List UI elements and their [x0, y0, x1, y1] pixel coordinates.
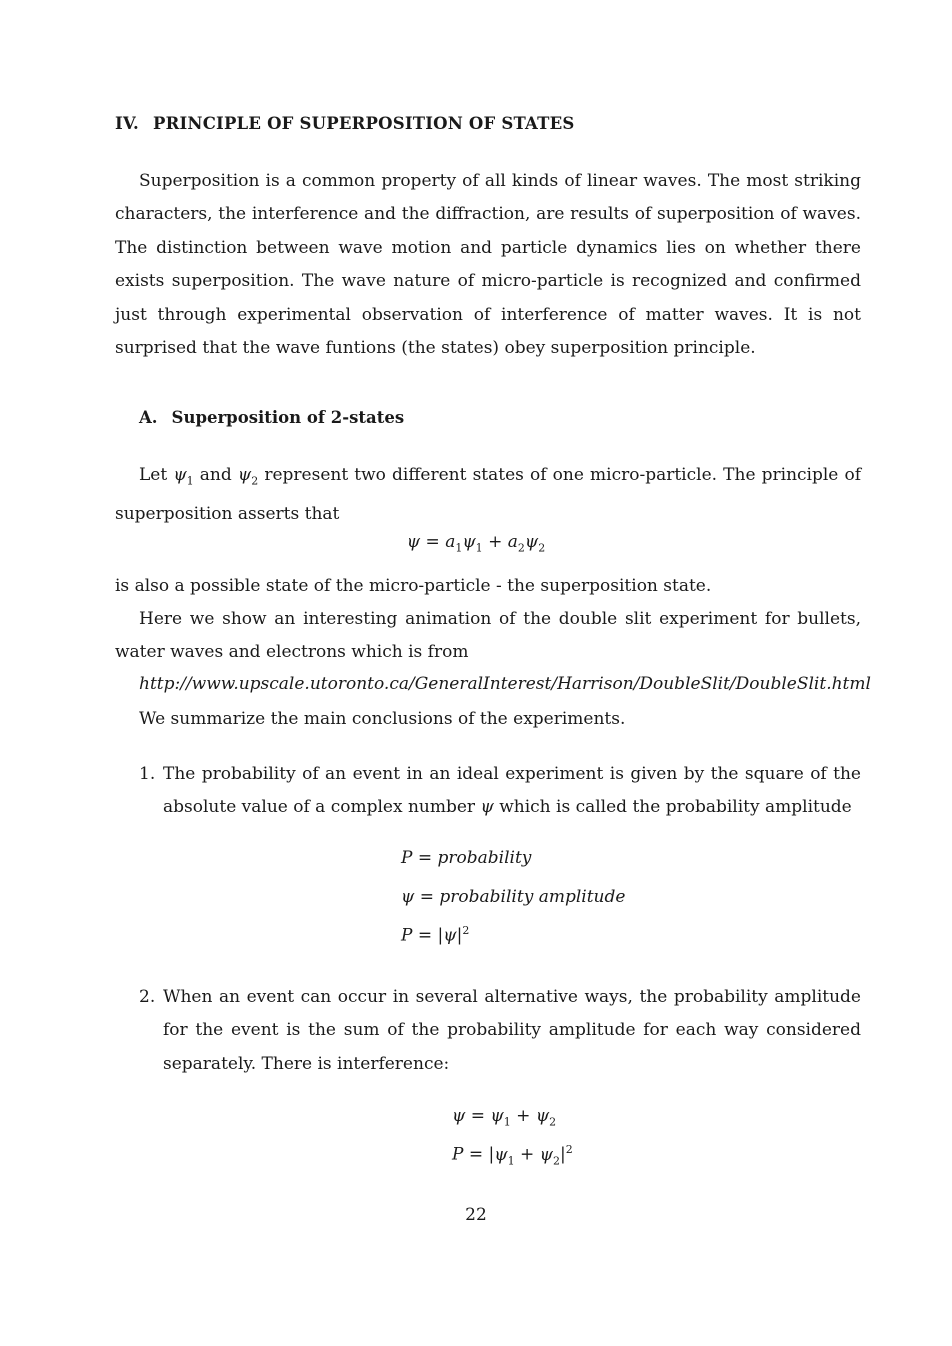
states-text-and: and — [193, 465, 238, 485]
states-text-start: Let — [139, 465, 174, 485]
intro-text: Superposition is a common property of all kinds of linear waves. The most striking characters, the interference and the diffraction, are results of superposition of waves. The distinction between wave motion and particle dynamics lies on whether there exists superposition. The wave nature of micro-particle is recognized and confirmed just through experimental observation of interference of matter waves. It is not surprised that the wave funtions (the states) obey superposition principle. — [115, 171, 861, 359]
page-number: 22 — [465, 1205, 487, 1225]
list-marker-1: 1. — [139, 764, 156, 784]
probability-equation: P = probability — [401, 848, 532, 868]
animation-url-link[interactable]: http://www.upscale.utoronto.ca/GeneralInterest/Harrison/DoubleSlit/DoubleSlit.html — [139, 674, 871, 694]
list-marker-2: 2. — [139, 987, 156, 1007]
amplitude-equation: ψ = probability amplitude — [401, 887, 626, 907]
interference-probability-equation: $P = |\psi_1 + \psi_2|^2$ — [452, 1143, 573, 1168]
psi-2-symbol: $\psi_2$ — [237, 465, 259, 488]
list-item-1 — [139, 758, 861, 825]
list-item-2 — [139, 981, 861, 1081]
section-title: PRINCIPLE OF SUPERPOSITION OF STATES — [152, 114, 575, 133]
psi-1-symbol: $\psi_1$ — [173, 465, 194, 488]
list-item-1-text: The probability of an event in an ideal experiment is given by the square of the absolute value of a complex number ψ which is called the probability amplitude — [163, 764, 861, 818]
modulus-squared-equation: $P = |\psi|^2$ — [401, 924, 470, 946]
subsection-title: Superposition of 2-states — [171, 408, 405, 427]
superposition-equation: $\psi = a_1\psi_1 + a_2\psi_2$ — [406, 532, 546, 555]
amplitude-sum-equation: $\psi = \psi_1 + \psi_2$ — [452, 1106, 557, 1129]
subsection-number: A. — [139, 408, 158, 427]
subsection-heading — [139, 408, 404, 427]
summary-sentence: We summarize the main conclusions of the experiments. — [139, 709, 626, 729]
section-number: IV. — [115, 114, 139, 133]
states-text-end: represent two different states of one micro-particle. The principle of superposition asserts that — [115, 465, 862, 524]
animation-paragraph: Here we show an interesting animation of the double slit experiment for bullets, water waves and electrons which is from — [115, 609, 861, 663]
section-heading — [115, 114, 575, 133]
intro-paragraph — [115, 165, 861, 365]
states-paragraph — [115, 459, 861, 531]
superposition-state-sentence: is also a possible state of the micro-particle - the superposition state. — [115, 576, 712, 596]
list-item-2-text: When an event can occur in several alternative ways, the probability amplitude for the event is the sum of the probability amplitude for each way considered separately. There is interference: — [163, 987, 861, 1074]
